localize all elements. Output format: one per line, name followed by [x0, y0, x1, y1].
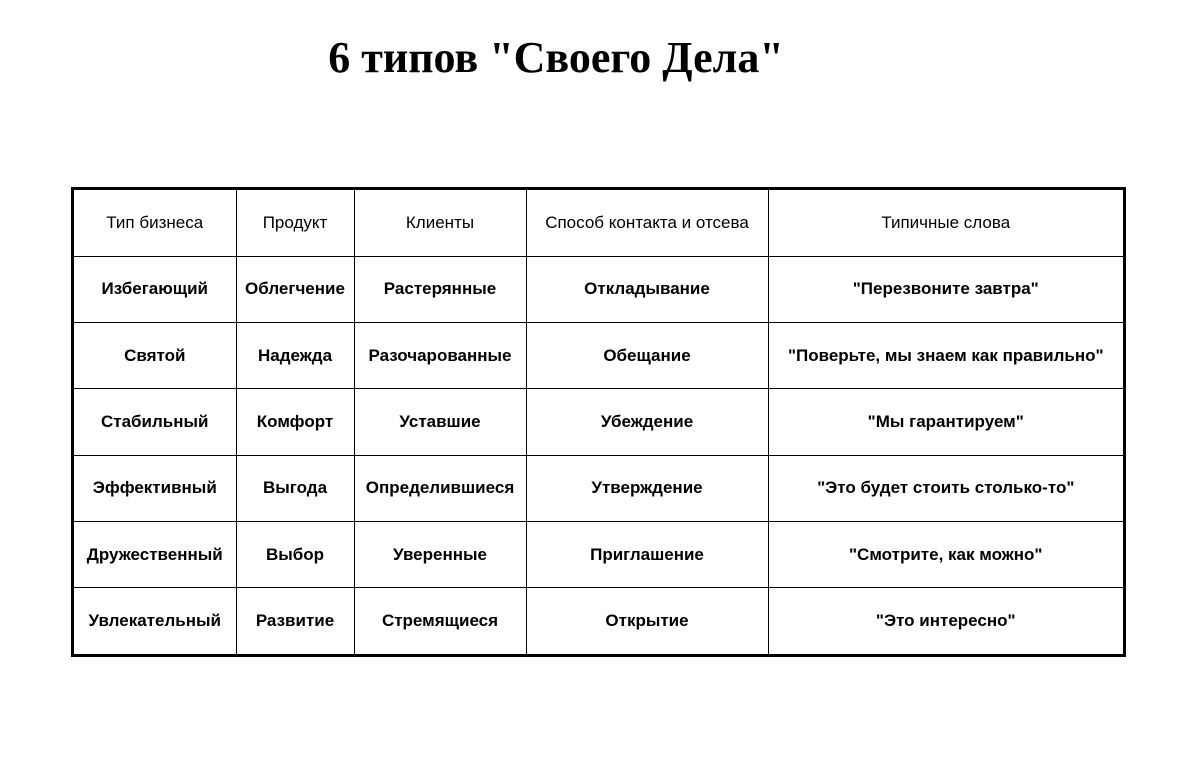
- table-row: [74, 256, 1123, 322]
- table: [74, 190, 1123, 654]
- cell-contact-method: Откладывание: [526, 256, 768, 322]
- cell-typical-words: "Смотрите, как можно": [768, 521, 1123, 587]
- cell-product: Облегчение: [236, 256, 354, 322]
- cell-contact-method: Открытие: [526, 588, 768, 654]
- cell-clients: Уверенные: [354, 521, 526, 587]
- table-row: [74, 588, 1123, 654]
- table-header-row: [74, 190, 1123, 256]
- cell-business-type: Святой: [74, 323, 236, 389]
- table-row: [74, 389, 1123, 455]
- cell-product: Развитие: [236, 588, 354, 654]
- cell-clients: Определившиеся: [354, 455, 526, 521]
- cell-typical-words: "Это будет стоить столько-то": [768, 455, 1123, 521]
- cell-clients: Растерянные: [354, 256, 526, 322]
- cell-business-type: Избегающий: [74, 256, 236, 322]
- cell-product: Комфорт: [236, 389, 354, 455]
- cell-clients: Уставшие: [354, 389, 526, 455]
- cell-contact-method: Утверждение: [526, 455, 768, 521]
- cell-business-type: Увлекательный: [74, 588, 236, 654]
- header-contact-method: Способ контакта и отсева: [526, 190, 768, 256]
- cell-product: Выгода: [236, 455, 354, 521]
- cell-product: Выбор: [236, 521, 354, 587]
- cell-product: Надежда: [236, 323, 354, 389]
- cell-business-type: Стабильный: [74, 389, 236, 455]
- header-clients: Клиенты: [354, 190, 526, 256]
- table-row: [74, 323, 1123, 389]
- cell-typical-words: "Поверьте, мы знаем как правильно": [768, 323, 1123, 389]
- table-row: [74, 455, 1123, 521]
- cell-business-type: Эффективный: [74, 455, 236, 521]
- header-typical-words: Типичные слова: [768, 190, 1123, 256]
- cell-contact-method: Приглашение: [526, 521, 768, 587]
- cell-typical-words: "Это интересно": [768, 588, 1123, 654]
- cell-contact-method: Убеждение: [526, 389, 768, 455]
- cell-typical-words: "Мы гарантируем": [768, 389, 1123, 455]
- cell-clients: Стремящиеся: [354, 588, 526, 654]
- cell-clients: Разочарованные: [354, 323, 526, 389]
- cell-contact-method: Обещание: [526, 323, 768, 389]
- header-business-type: Тип бизнеса: [74, 190, 236, 256]
- header-product: Продукт: [236, 190, 354, 256]
- cell-business-type: Дружественный: [74, 521, 236, 587]
- page-title: 6 типов "Своего Дела": [328, 33, 784, 82]
- business-types-table: [71, 187, 1126, 657]
- table-row: [74, 521, 1123, 587]
- cell-typical-words: "Перезвоните завтра": [768, 256, 1123, 322]
